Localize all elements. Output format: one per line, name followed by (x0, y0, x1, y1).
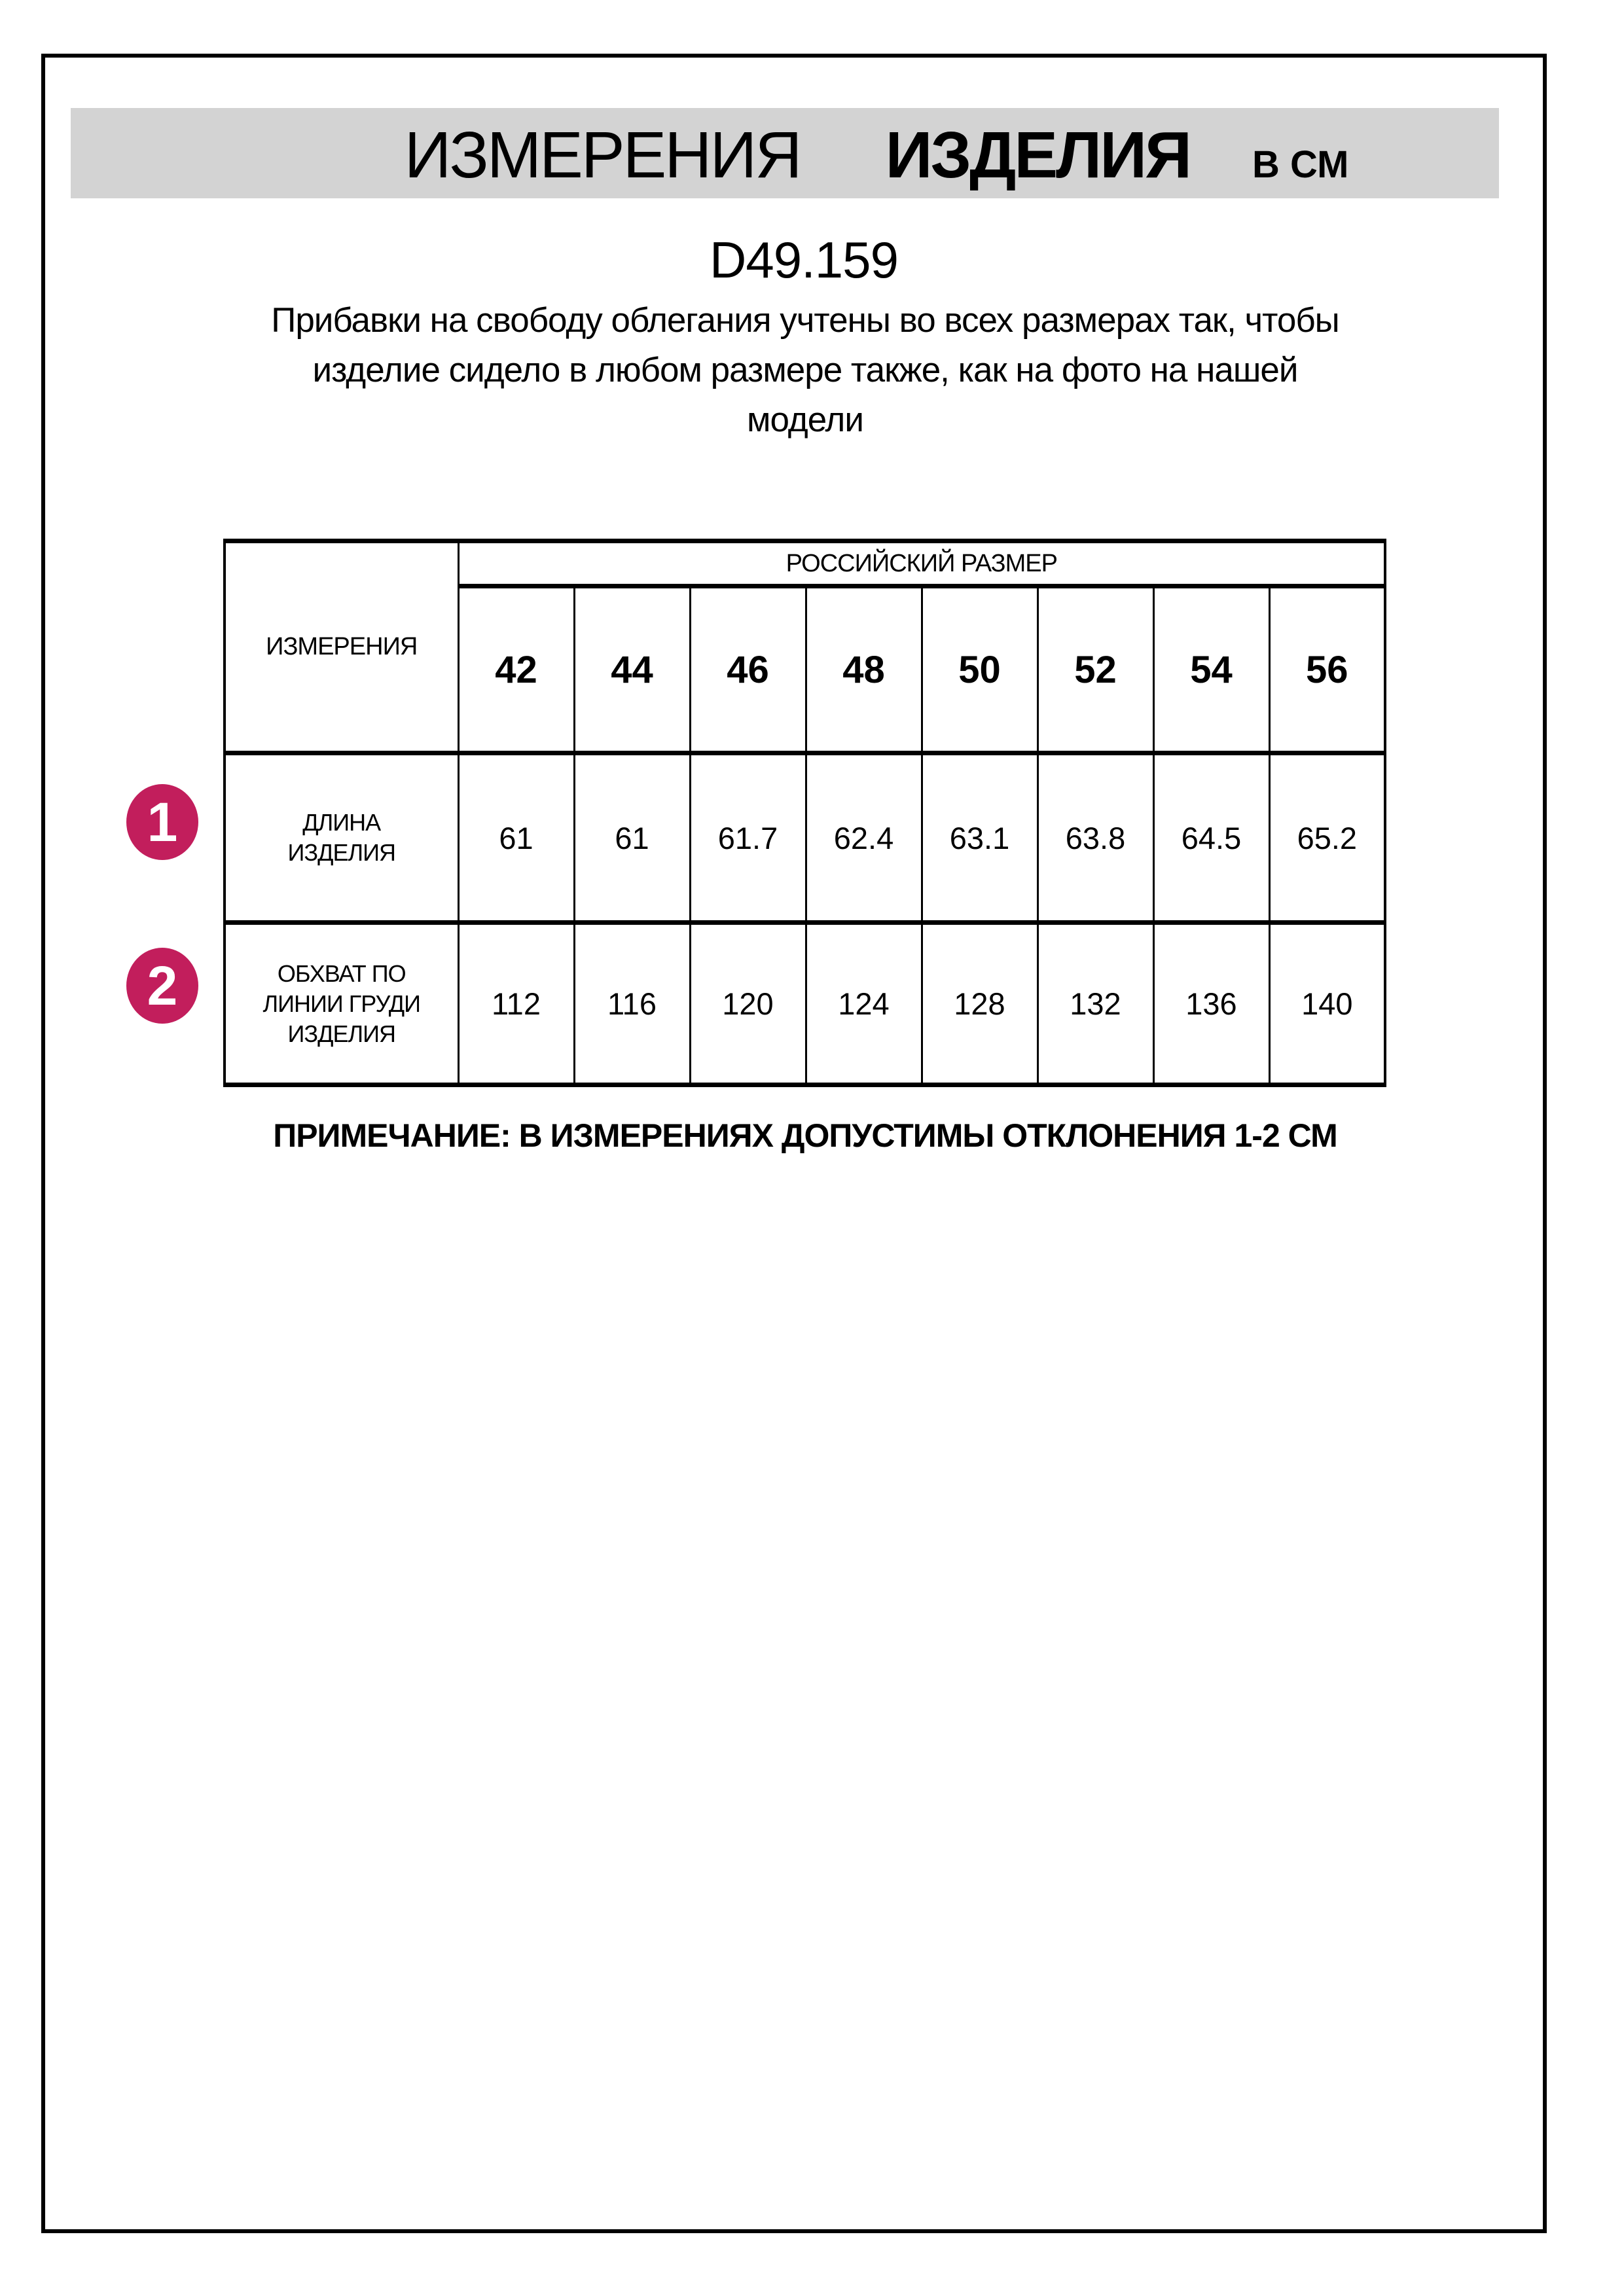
length-value-44: 61 (574, 753, 690, 923)
row-label-length (225, 753, 458, 923)
table-group-header: РОССИЙСКИЙ РАЗМЕР (458, 541, 1385, 586)
page-header-bar (71, 108, 1499, 198)
length-value-50: 63.1 (922, 753, 1038, 923)
length-value-46: 61.7 (690, 753, 806, 923)
size-header-54: 54 (1153, 586, 1269, 753)
row-label-chest-line-1: ОБХВАТ ПО (277, 960, 406, 987)
row-label-length-line-1: ДЛИНА (302, 809, 381, 836)
length-value-52: 63.8 (1038, 753, 1153, 923)
row-number-badge-1-label: 1 (147, 791, 178, 853)
note-text: ПРИМЕЧАНИЕ: В ИЗМЕРЕНИЯХ ДОПУСТИМЫ ОТКЛОНЕНИЯ 1-2 СМ (273, 1117, 1337, 1154)
chest-value-52: 132 (1038, 923, 1153, 1085)
chest-value-54: 136 (1153, 923, 1269, 1085)
size-header-44: 44 (574, 586, 690, 753)
chest-value-44: 116 (574, 923, 690, 1085)
size-header-46: 46 (690, 586, 806, 753)
size-header-52: 52 (1038, 586, 1153, 753)
size-header-42: 42 (458, 586, 574, 753)
chest-value-50: 128 (922, 923, 1038, 1085)
intro-line-3: модели (747, 401, 863, 439)
chest-value-48: 124 (806, 923, 922, 1085)
size-header-48: 48 (806, 586, 922, 753)
row-label-chest-line-3: ИЗДЕЛИЯ (287, 1020, 395, 1047)
intro-line-2: изделие сидело в любом размере также, как на фото на нашей (312, 351, 1298, 389)
row-number-badge-2 (126, 948, 198, 1024)
intro-line-1: Прибавки на свободу облегания учтены во всех размерах так, чтобы (271, 301, 1339, 340)
article-code: D49.159 (710, 231, 898, 289)
row-label-chest-line-2: ЛИНИИ ГРУДИ (262, 990, 420, 1017)
page-title-product: ИЗДЕЛИЯ (885, 118, 1190, 192)
page-title-units: В СМ (1252, 143, 1349, 186)
length-value-54: 64.5 (1153, 753, 1269, 923)
length-value-42: 61 (458, 753, 574, 923)
chest-value-46: 120 (690, 923, 806, 1085)
intro-paragraph (196, 296, 1414, 445)
size-header-50: 50 (922, 586, 1038, 753)
length-value-56: 65.2 (1269, 753, 1385, 923)
table-corner-label: ИЗМЕРЕНИЯ (225, 541, 458, 753)
length-value-48: 62.4 (806, 753, 922, 923)
row-number-badge-2-label: 2 (147, 954, 178, 1016)
table-row-length (225, 753, 1385, 923)
table-row-chest (225, 923, 1385, 1085)
page-title (404, 108, 1349, 192)
row-label-chest (225, 923, 458, 1085)
chest-value-42: 112 (458, 923, 574, 1085)
row-number-badge-1 (126, 784, 198, 860)
table-row-group-header (225, 541, 1385, 586)
row-label-length-line-2: ИЗДЕЛИЯ (287, 839, 395, 866)
chest-value-56: 140 (1269, 923, 1385, 1085)
page-title-measurements: ИЗМЕРЕНИЯ (404, 118, 801, 192)
size-table (223, 539, 1386, 1087)
size-header-56: 56 (1269, 586, 1385, 753)
